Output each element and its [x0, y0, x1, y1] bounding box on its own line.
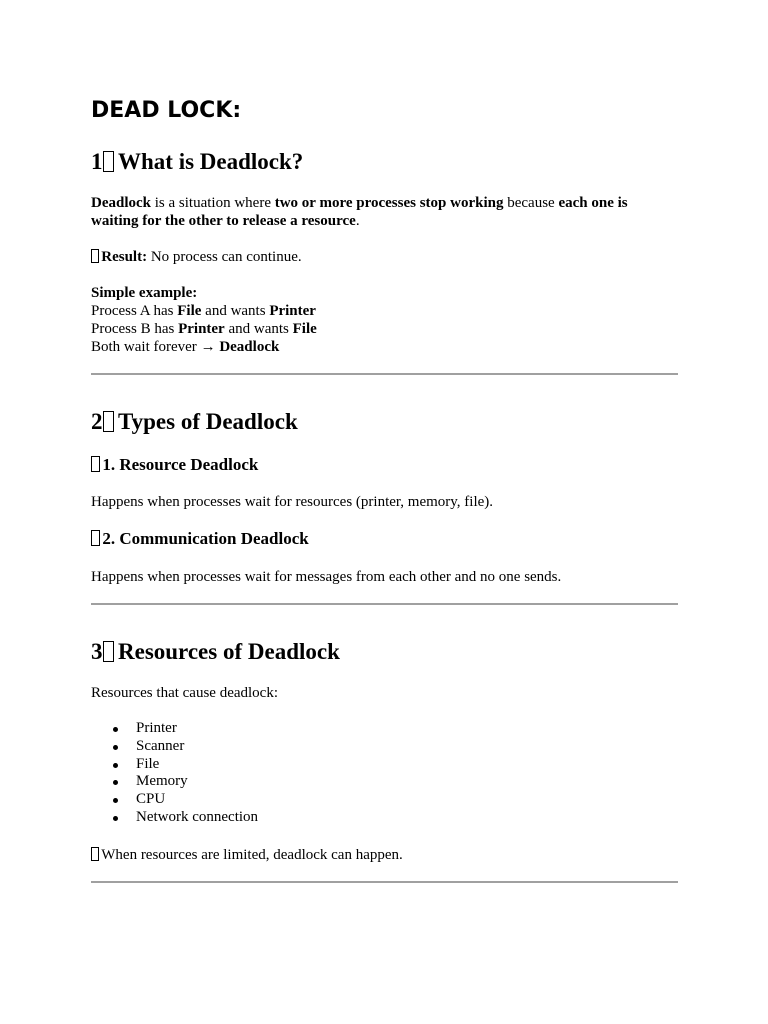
section-heading-text: What is Deadlock? — [118, 149, 304, 174]
result-line — [91, 248, 678, 266]
term-deadlock: Deadlock — [91, 195, 151, 211]
list-item-text: Scanner — [136, 737, 185, 754]
subheading-communication-deadlock — [91, 528, 309, 550]
example-bold: Deadlock — [215, 339, 280, 355]
example-bold: Printer — [269, 303, 316, 319]
definition-text: . — [355, 213, 360, 229]
definition-bold: two or more processes stop working — [274, 195, 504, 211]
keycap-glyph-icon — [103, 151, 115, 172]
example-label: Simple example: — [91, 285, 198, 301]
definition-text: is a situation where — [151, 195, 275, 211]
example-text: Process B has — [91, 321, 179, 337]
bullet-dot-icon — [113, 727, 118, 732]
example-text: Both wait forever — [91, 339, 201, 355]
example-text: and wants — [201, 303, 270, 319]
bullet-emoji-icon — [91, 530, 100, 546]
definition-bold: each one is — [558, 195, 628, 211]
paragraph-text: Happens when processes wait for resources (printer, memory, file). — [91, 494, 494, 510]
section-heading-text: Types of Deadlock — [118, 409, 298, 434]
list-item — [91, 773, 258, 791]
example-bold: Printer — [178, 321, 225, 337]
paragraph-text: Happens when processes wait for messages from each other and no one sends. — [91, 569, 562, 585]
definition-text: because — [503, 195, 559, 211]
section-divider — [91, 603, 678, 605]
simple-example — [91, 284, 678, 356]
bullet-dot-icon — [113, 816, 118, 821]
result-label: Result: — [101, 249, 148, 265]
result-emoji-icon — [91, 249, 99, 263]
keycap-glyph-icon — [103, 411, 115, 432]
bullet-dot-icon — [113, 780, 118, 785]
list-item — [91, 791, 258, 809]
example-text: and wants — [224, 321, 293, 337]
section-number: 2 — [91, 409, 103, 434]
list-item — [91, 756, 258, 774]
paragraph-text: Resources that cause deadlock: — [91, 685, 279, 701]
bullet-emoji-icon — [91, 456, 100, 472]
list-item-text: Printer — [136, 720, 177, 736]
bullet-dot-icon — [113, 798, 118, 803]
example-line-1 — [91, 302, 678, 320]
document-title: DEAD LOCK: — [91, 98, 242, 123]
subheading-text: 2. Communication Deadlock — [102, 529, 309, 548]
right-arrow-icon: → — [200, 339, 216, 355]
list-item-text: CPU — [136, 791, 166, 808]
example-bold: File — [177, 303, 202, 319]
section-number: 3 — [91, 639, 103, 664]
list-item-text: Network connection — [136, 808, 259, 825]
keycap-glyph-icon — [103, 641, 115, 662]
example-line-3 — [91, 338, 678, 356]
definition-bold: waiting for the other to release a resource — [91, 213, 356, 229]
section-divider — [91, 881, 678, 883]
section-number: 1 — [91, 149, 103, 174]
section-heading-text: Resources of Deadlock — [118, 639, 340, 664]
list-item — [91, 738, 258, 756]
resource-deadlock-text — [91, 493, 678, 511]
section-heading-types-of-deadlock — [91, 408, 298, 436]
resource-list — [91, 720, 258, 827]
resources-note — [91, 846, 678, 864]
subheading-resource-deadlock — [91, 454, 258, 476]
list-item — [91, 720, 258, 738]
section-divider — [91, 373, 678, 375]
list-item — [91, 809, 258, 827]
example-bold: File — [292, 321, 317, 337]
deadlock-definition — [91, 194, 678, 230]
communication-deadlock-text — [91, 568, 678, 586]
section-heading-what-is-deadlock — [91, 148, 303, 176]
example-line-2 — [91, 320, 678, 338]
example-text: Process A has — [91, 303, 178, 319]
section-heading-resources-of-deadlock — [91, 638, 340, 666]
subheading-text: 1. Resource Deadlock — [102, 455, 259, 474]
resources-intro — [91, 684, 678, 702]
note-text: When resources are limited, deadlock can happen. — [101, 847, 403, 863]
list-item-text: File — [136, 755, 160, 772]
bullet-dot-icon — [113, 745, 118, 750]
bullet-dot-icon — [113, 763, 118, 768]
note-emoji-icon — [91, 847, 99, 861]
result-text: No process can continue. — [147, 249, 302, 265]
list-item-text: Memory — [136, 773, 188, 790]
